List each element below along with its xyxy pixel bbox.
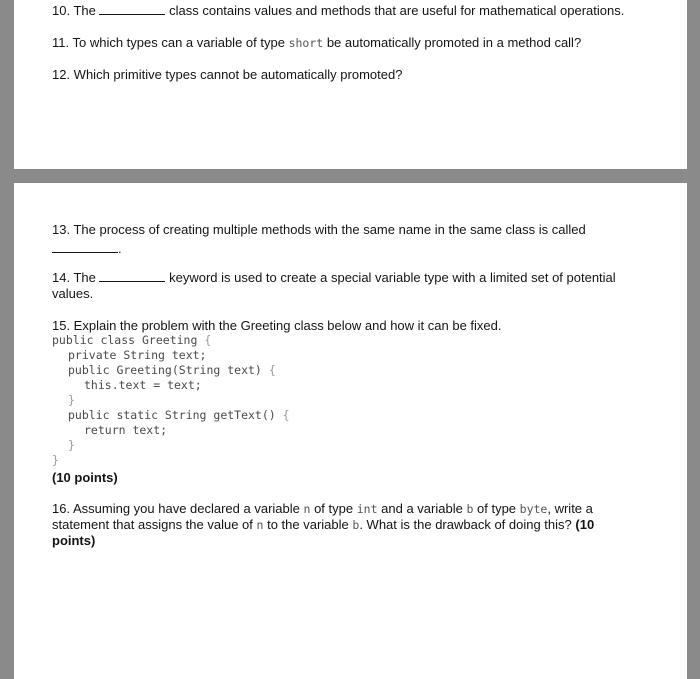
question-16-type-byte: byte (519, 502, 548, 516)
question-16-var-b-2: b (352, 518, 360, 532)
question-13-answer-line (52, 241, 122, 257)
code-brace: { (204, 333, 212, 347)
question-14-blank (99, 270, 165, 282)
question-16-text-e: , write a (547, 501, 593, 516)
question-16-var-b: b (466, 502, 474, 516)
question-15 (52, 318, 501, 334)
question-16-text-d: of type (477, 501, 517, 516)
question-16-var-n-2: n (256, 518, 264, 532)
code-line-8: } (68, 438, 75, 452)
question-13 (52, 222, 586, 238)
question-12-text: 12. Which primitive types cannot be automatically promoted? (52, 67, 403, 82)
question-15-text: 15. Explain the problem with the Greeting class below and how it can be fixed. (52, 318, 502, 333)
question-16-line-2 (52, 517, 594, 533)
question-14-line-2 (52, 286, 93, 302)
worksheet-page-1 (14, 0, 687, 169)
worksheet-page-2 (14, 183, 687, 679)
code-class-declaration: public class Greeting (52, 333, 198, 347)
code-method-declaration: public static String getText() (68, 408, 276, 422)
question-11-prefix: 11. To which types can a variable of type (52, 35, 285, 50)
question-13-end: . (118, 241, 122, 256)
question-16-line-1 (52, 501, 593, 517)
question-13-text: 13. The process of creating multiple methods with the same name in the same class is called (52, 222, 586, 237)
code-line-2: private String text; (68, 348, 207, 362)
question-11-code: short (288, 36, 324, 50)
question-11-suffix: be automatically promoted in a method call? (326, 35, 582, 50)
question-12 (52, 67, 402, 83)
code-constructor-declaration: public Greeting(String text) (68, 363, 262, 377)
question-10-blank (99, 3, 165, 15)
question-16-text-b: of type (314, 501, 354, 516)
question-14-prefix: 14. The (52, 270, 96, 285)
question-11 (52, 35, 581, 51)
question-10 (52, 3, 624, 19)
code-line-6 (68, 408, 290, 423)
code-line-7: return text; (84, 423, 168, 437)
question-14 (52, 270, 616, 286)
code-line-5: } (68, 393, 75, 407)
question-16-points: points) (52, 533, 96, 548)
question-13-blank (52, 241, 118, 253)
code-line-3 (68, 363, 276, 378)
question-16-text-c: and a variable (381, 501, 463, 516)
code-line-1 (52, 333, 211, 348)
question-14-suffix: keyword is used to create a special variable type with a limited set of potential (169, 270, 616, 285)
question-16-text-h: . What is the drawback of doing this? (359, 517, 572, 532)
code-line-4: this.text = text; (84, 378, 202, 392)
question-16-points-a: (10 (575, 517, 595, 532)
question-16-type-int: int (356, 502, 378, 516)
question-14-line-2-text: values. (52, 286, 94, 301)
question-10-prefix: 10. The (52, 3, 96, 18)
question-16-text-f: statement that assigns the value of (52, 517, 253, 532)
question-15-points: (10 points) (52, 470, 118, 485)
question-16-var-n: n (303, 502, 311, 516)
code-brace: { (268, 363, 276, 377)
code-brace: { (282, 408, 290, 422)
question-10-suffix: class contains values and methods that are useful for mathematical operations. (169, 3, 625, 18)
question-16-text-a: 16. Assuming you have declared a variable (52, 501, 300, 516)
code-line-9: } (52, 453, 59, 467)
question-16-text-g: to the variable (267, 517, 349, 532)
